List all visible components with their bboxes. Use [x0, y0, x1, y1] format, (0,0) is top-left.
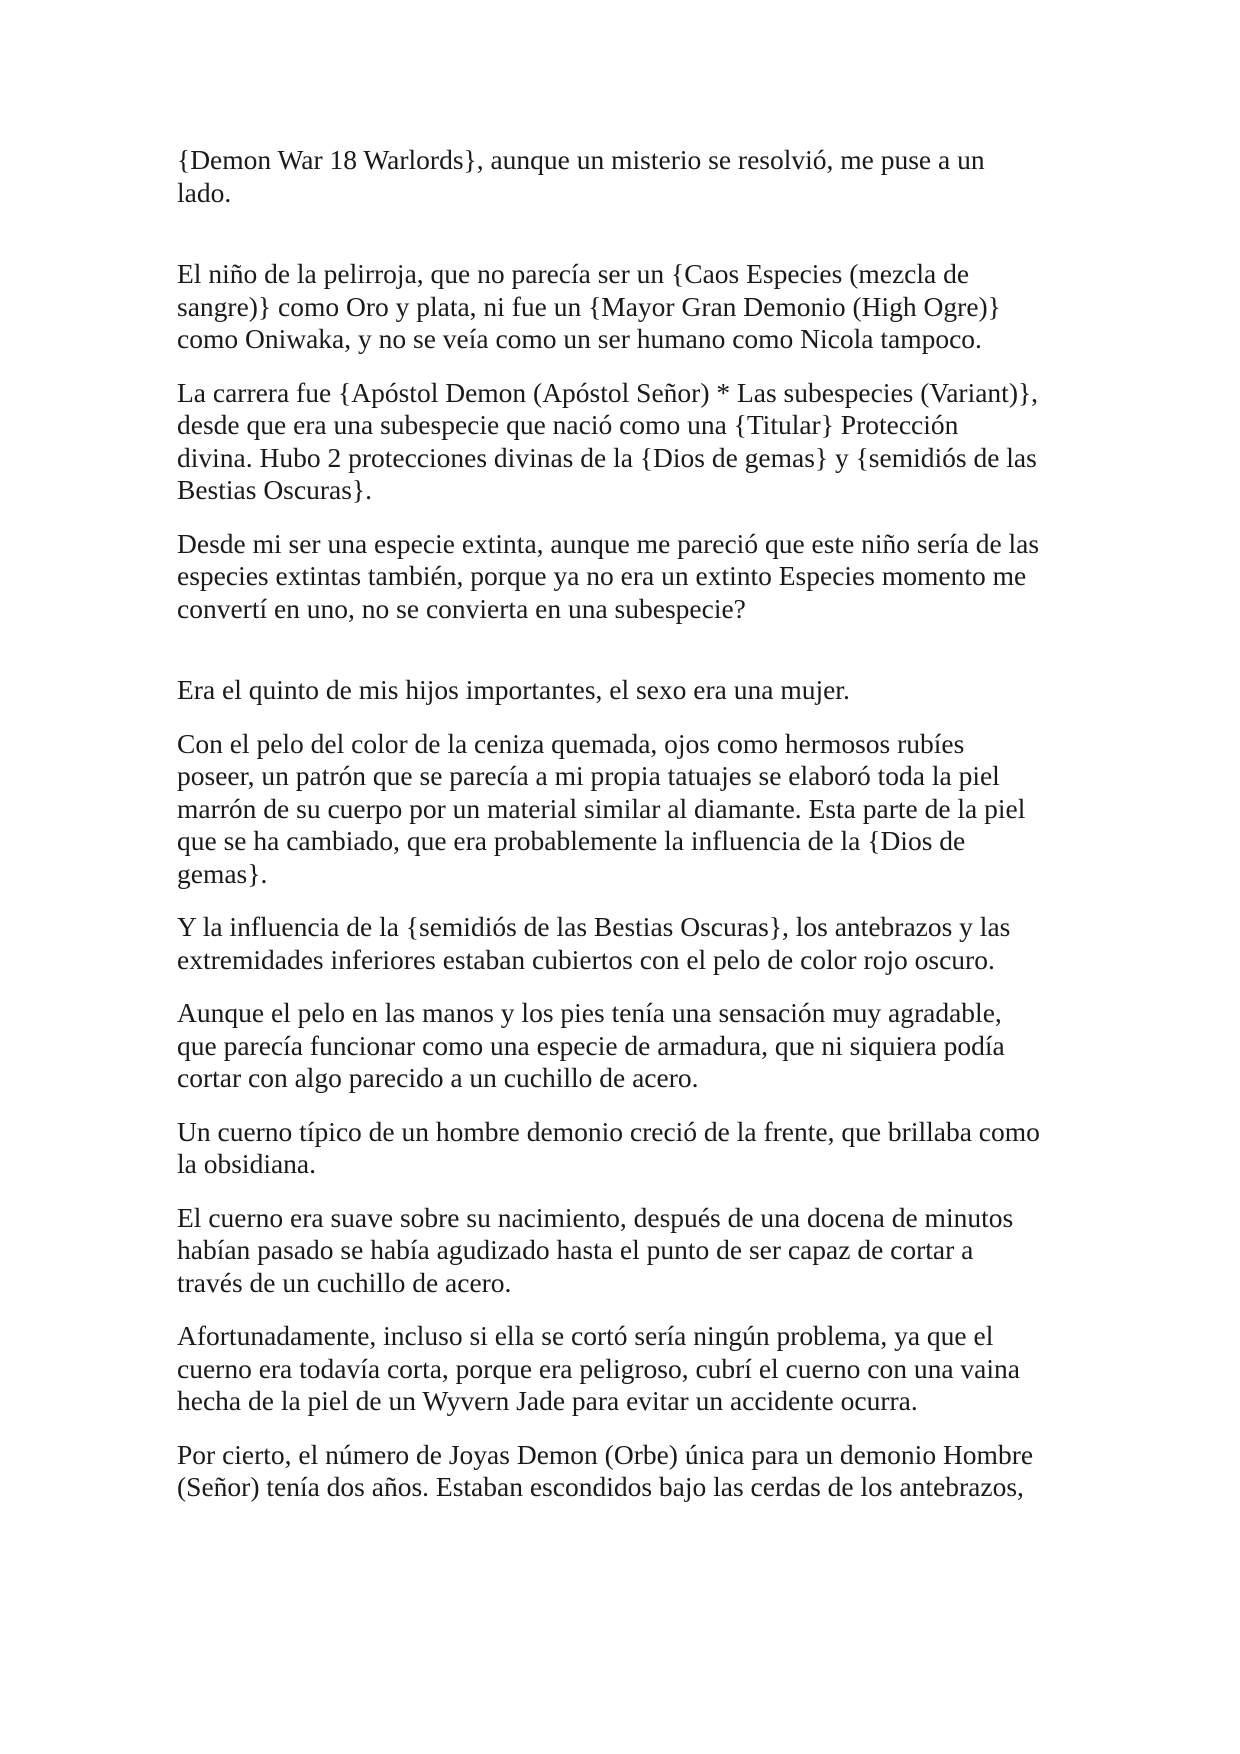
paragraph-line: Aunque el pelo en las manos y los pies tenía una sensación muy agradable, — [177, 997, 1002, 1028]
paragraph-line: marrón de su cuerpo por un material similar al diamante. Esta parte de la piel — [177, 792, 1026, 824]
paragraph-line: Un cuerno típico de un hombre demonio creció de la frente, que brillaba como — [177, 1115, 1040, 1147]
paragraph-line: hecha de la piel de un Wyvern Jade para evitar un accidente ocurra. — [177, 1385, 918, 1416]
paragraph-8 — [177, 997, 1077, 1095]
paragraph-line: El cuerno era suave sobre su nacimiento, después de una docena de minutos — [177, 1201, 1014, 1233]
paragraph-3 — [177, 377, 1077, 507]
paragraph-line: como Oniwaka, y no se veía como un ser humano como Nicola tampoco. — [177, 323, 982, 354]
paragraph-line: Desde mi ser una especie extinta, aunque me pareció que este niño sería de las — [177, 527, 1040, 559]
paragraph-1 — [177, 144, 1077, 209]
paragraph-4 — [177, 528, 1077, 626]
paragraph-11 — [177, 1320, 1077, 1418]
paragraph-line: especies extintas también, porque ya no era un extinto Especies momento me — [177, 560, 1027, 591]
paragraph-line: Y la influencia de la {semidiós de las Bestias Oscuras}, los antebrazos y las — [177, 911, 1011, 942]
paragraph-line: desde que era una subespecie que nació como una {Titular} Protección — [177, 409, 959, 440]
paragraph-line: {Demon War 18 Warlords}, aunque un misterio se resolvió, me puse a un — [177, 144, 985, 175]
paragraph-line: poseer, un patrón que se parecía a mi propia tatuajes se elaboró toda la piel — [177, 760, 1000, 791]
paragraph-line: Con el pelo del color de la ceniza quemada, ojos como hermosos rubíes — [177, 727, 965, 759]
paragraph-line: sangre)} como Oro y plata, ni fue un {Mayor Gran Demonio (High Ogre)} — [177, 290, 1001, 322]
paragraph-line: extremidades inferiores estaban cubiertos con el pelo de color rojo oscuro. — [177, 943, 995, 975]
paragraph-9 — [177, 1116, 1077, 1181]
paragraph-line: (Señor) tenía dos años. Estaban escondidos bajo las cerdas de los antebrazos, — [177, 1471, 1024, 1502]
paragraph-line: través de un cuchillo de acero. — [177, 1266, 512, 1298]
paragraph-line: Era el quinto de mis hijos importantes, el sexo era una mujer. — [177, 674, 850, 705]
paragraph-line: cuerno era todavía corta, porque era peligroso, cubrí el cuerno con una vaina — [177, 1352, 1020, 1384]
paragraph-line: Por cierto, el número de Joyas Demon (Orbe) única para un demonio Hombre — [177, 1438, 1034, 1470]
paragraph-10 — [177, 1202, 1077, 1300]
paragraph-line: lado. — [177, 176, 232, 208]
paragraph-6 — [177, 728, 1077, 891]
paragraph-line: habían pasado se había agudizado hasta el punto de ser capaz de cortar a — [177, 1234, 974, 1265]
paragraph-line: que se ha cambiado, que era probablemente la influencia de la {Dios de — [177, 825, 966, 856]
paragraph-line: La carrera fue {Apóstol Demon (Apóstol Señor) * Las subespecies (Variant)}, — [177, 376, 1039, 408]
paragraph-line: convertí en uno, no se convierta en una subespecie? — [177, 592, 746, 624]
paragraph-line: Bestias Oscuras}. — [177, 474, 372, 505]
paragraph-5 — [177, 674, 1077, 707]
paragraph-line: divina. Hubo 2 protecciones divinas de la {Dios de gemas} y {semidiós de las — [177, 441, 1037, 473]
paragraph-line: que parecía funcionar como una especie de armadura, que ni siquiera podía — [177, 1029, 1005, 1061]
paragraph-line: El niño de la pelirroja, que no parecía ser un {Caos Especies (mezcla de — [177, 258, 970, 289]
paragraph-line: cortar con algo parecido a un cuchillo de acero. — [177, 1062, 699, 1093]
paragraph-12 — [177, 1439, 1077, 1504]
paragraph-line: gemas}. — [177, 857, 268, 889]
paragraph-2 — [177, 258, 1077, 356]
paragraph-7 — [177, 911, 1077, 976]
document-body — [177, 144, 1077, 1504]
paragraph-line: Afortunadamente, incluso si ella se cortó sería ningún problema, ya que el — [177, 1320, 994, 1351]
paragraph-line: la obsidiana. — [177, 1148, 316, 1179]
